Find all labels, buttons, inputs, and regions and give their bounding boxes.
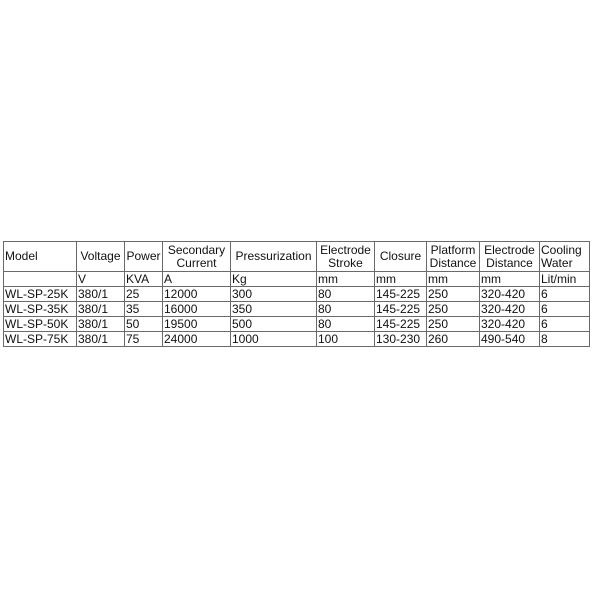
cell-voltage: 380/1 (77, 302, 125, 317)
cell-pressurization: 350 (231, 302, 317, 317)
cell-pressurization: 500 (231, 317, 317, 332)
cell-platform-distance: 260 (427, 332, 480, 347)
table-row (4, 317, 590, 332)
cell-secondary-current: 24000 (163, 332, 231, 347)
cell-platform-distance: 250 (427, 317, 480, 332)
unit-electrode-distance: mm (480, 272, 540, 287)
cell-cooling-water: 8 (540, 332, 590, 347)
unit-secondary-current: A (163, 272, 231, 287)
unit-electrode-stroke: mm (317, 272, 375, 287)
cell-closure: 130-230 (375, 332, 427, 347)
cell-closure: 145-225 (375, 302, 427, 317)
cell-secondary-current: 12000 (163, 287, 231, 302)
header-pressurization: Pressurization (231, 242, 317, 272)
cell-platform-distance: 250 (427, 287, 480, 302)
cell-electrode-distance: 320-420 (480, 317, 540, 332)
cell-closure: 145-225 (375, 317, 427, 332)
header-voltage: Voltage (77, 242, 125, 272)
unit-pressurization: Kg (231, 272, 317, 287)
unit-power: KVA (125, 272, 163, 287)
cell-electrode-stroke: 80 (317, 317, 375, 332)
table-row (4, 287, 590, 302)
header-secondary-current: Secondary Current (163, 242, 231, 272)
unit-closure: mm (375, 272, 427, 287)
cell-platform-distance: 250 (427, 302, 480, 317)
header-platform-distance: Platform Distance (427, 242, 480, 272)
cell-model: WL-SP-75K (4, 332, 77, 347)
header-closure: Closure (375, 242, 427, 272)
header-row (4, 242, 590, 272)
cell-electrode-distance: 320-420 (480, 287, 540, 302)
cell-cooling-water: 6 (540, 317, 590, 332)
cell-power: 25 (125, 287, 163, 302)
unit-voltage: V (77, 272, 125, 287)
unit-cooling-water: Lit/min (540, 272, 590, 287)
cell-electrode-stroke: 80 (317, 302, 375, 317)
cell-secondary-current: 19500 (163, 317, 231, 332)
cell-closure: 145-225 (375, 287, 427, 302)
cell-model: WL-SP-50K (4, 317, 77, 332)
header-power: Power (125, 242, 163, 272)
cell-model: WL-SP-35K (4, 302, 77, 317)
specification-table (3, 241, 590, 347)
units-row (4, 272, 590, 287)
cell-power: 35 (125, 302, 163, 317)
cell-voltage: 380/1 (77, 317, 125, 332)
header-electrode-stroke: Electrode Stroke (317, 242, 375, 272)
cell-cooling-water: 6 (540, 287, 590, 302)
cell-cooling-water: 6 (540, 302, 590, 317)
cell-secondary-current: 16000 (163, 302, 231, 317)
header-model: Model (4, 242, 77, 272)
cell-power: 75 (125, 332, 163, 347)
cell-voltage: 380/1 (77, 332, 125, 347)
cell-electrode-distance: 490-540 (480, 332, 540, 347)
cell-model: WL-SP-25K (4, 287, 77, 302)
cell-electrode-stroke: 80 (317, 287, 375, 302)
table-row (4, 332, 590, 347)
cell-voltage: 380/1 (77, 287, 125, 302)
header-cooling-water: Cooling Water (540, 242, 590, 272)
cell-electrode-stroke: 100 (317, 332, 375, 347)
header-electrode-distance: Electrode Distance (480, 242, 540, 272)
cell-pressurization: 1000 (231, 332, 317, 347)
cell-power: 50 (125, 317, 163, 332)
cell-electrode-distance: 320-420 (480, 302, 540, 317)
unit-platform-distance: mm (427, 272, 480, 287)
table-row (4, 302, 590, 317)
cell-pressurization: 300 (231, 287, 317, 302)
unit-model (4, 272, 77, 287)
